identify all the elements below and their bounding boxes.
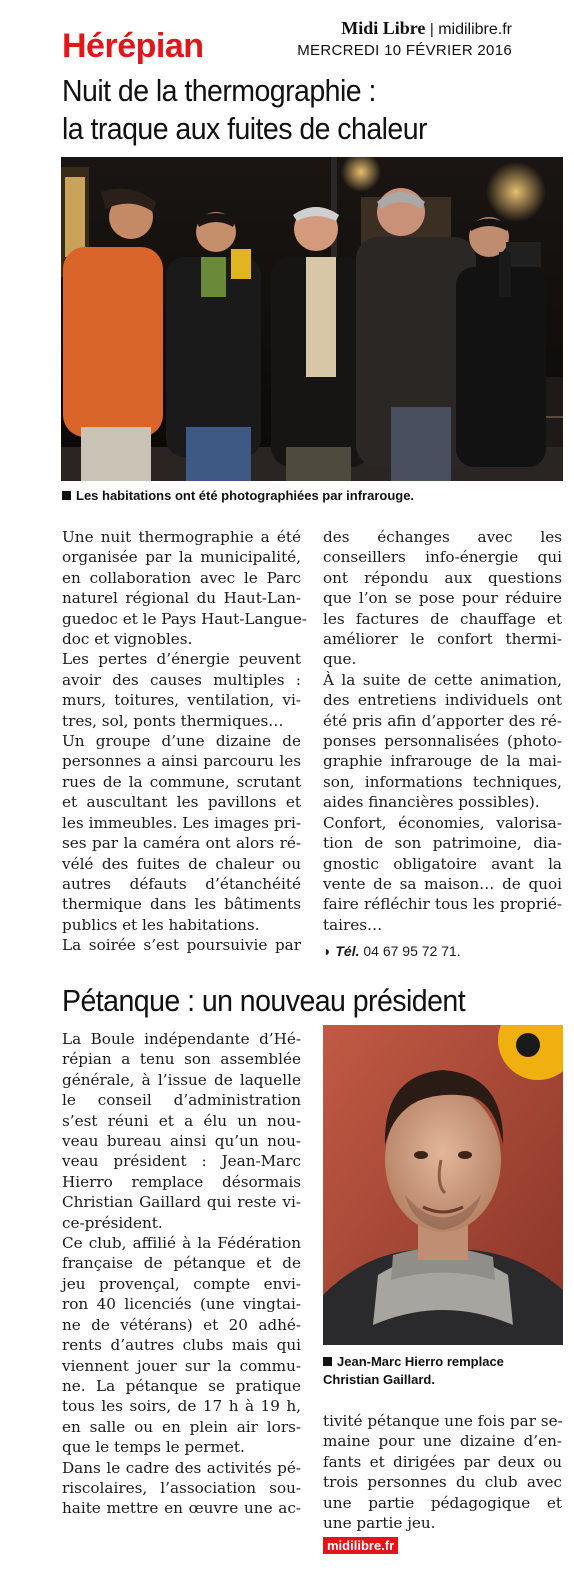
- article2-column-2: [323, 1411, 562, 1533]
- text-line: et auscultant les pavillons et: [62, 793, 301, 812]
- portrait-illustration: [323, 1025, 563, 1345]
- text-line: les immeubles. Les images pri-: [62, 813, 301, 832]
- text-line: s’est réuni et a élu un nou-: [62, 1111, 301, 1130]
- text-line: générale, à l’issue de laquelle: [62, 1070, 301, 1089]
- text-line: riscolaires, l’association sou-: [62, 1478, 301, 1497]
- text-line: fants et dirigées par deux ou: [323, 1452, 562, 1471]
- text-line: trois personnes du club avec: [323, 1473, 562, 1492]
- source-tag: midilibre.fr: [323, 1537, 398, 1554]
- text-line: Christian Gaillard qui reste vi-: [62, 1193, 301, 1212]
- text-line: une partie jeu.: [323, 1514, 436, 1533]
- article1-column-1: [62, 527, 307, 956]
- text-line: des échanges avec les: [323, 528, 562, 546]
- article2-photo-caption: Jean-Marc Hierro remplace Christian Gaillard.: [323, 1354, 504, 1387]
- publication-date: MERCREDI 10 FÉVRIER 2016: [297, 42, 512, 59]
- text-line: française de pétanque et de: [62, 1254, 301, 1273]
- text-line: jeu provençal, compte envi-: [62, 1274, 301, 1293]
- article1-column-2: [323, 527, 562, 962]
- caption-square-icon: [323, 1357, 332, 1366]
- text-line: ce-président.: [62, 1213, 163, 1232]
- article1-photo-caption: Les habitations ont été photographiées par infrarouge.: [62, 488, 414, 503]
- article2-title: Pétanque : un nouveau président: [62, 983, 466, 1018]
- jean-marc-hierro-portrait: [323, 1025, 563, 1345]
- text-line: ont répondu aux questions: [323, 568, 562, 587]
- article1-title: [62, 72, 427, 148]
- text-line: viennent jouer sur la commu-: [62, 1356, 301, 1375]
- text-line: tres, sol, ponts thermiques…: [62, 711, 284, 730]
- text-line: que le temps le permet.: [62, 1438, 245, 1457]
- text-line: Un groupe d’une dizaine de: [62, 732, 301, 751]
- text-line: aides financières possibles).: [323, 793, 540, 812]
- text-line: taires…: [323, 915, 383, 934]
- text-line: gnostic obligatoire avant la: [323, 854, 562, 873]
- text-line: maine pour une dizaine d’en-: [323, 1432, 562, 1451]
- text-line: le conseil d’administration: [62, 1091, 301, 1110]
- arrow-icon: ◗: [323, 943, 332, 960]
- text-line: La Boule indépendante d’Hé-: [62, 1030, 301, 1048]
- article1-title-line1: Nuit de la thermographie :: [62, 73, 376, 108]
- text-line: veau président : Jean-Marc: [62, 1152, 301, 1171]
- text-line: rents d’autres clubs mais qui: [62, 1336, 301, 1355]
- text-line: une partie pédagogique et: [323, 1493, 562, 1512]
- thermography-photo-illustration: [61, 157, 563, 481]
- newspaper-brand: Midi Libre: [341, 18, 426, 38]
- text-line: des entretiens individuels ont: [323, 691, 562, 710]
- text-line: tous les soirs, de 17 h à 19 h,: [62, 1397, 301, 1416]
- text-line: organisée par la municipalité,: [62, 548, 301, 567]
- text-line: thermique dans les bâtiments: [62, 895, 301, 914]
- thermography-group-photo: [61, 157, 563, 481]
- text-line: répian a tenu son assemblée: [62, 1050, 301, 1069]
- newspaper-site: midilibre.fr: [438, 21, 512, 38]
- masthead: [297, 18, 512, 59]
- text-line: publics et les habitations.: [62, 915, 260, 934]
- text-line: graphie infrarouge de la mai-: [323, 752, 562, 771]
- text-line: que l’on se pose pour réduire: [323, 589, 562, 608]
- text-line: ponses personnalisées (photo-: [323, 732, 562, 751]
- text-line: rues de la commune, scrutant: [62, 772, 301, 791]
- text-line: été pris afin d’apporter des ré-: [323, 711, 562, 730]
- text-line: Une nuit thermographie a été: [62, 528, 301, 546]
- text-line: Hierro remplace désormais: [62, 1172, 301, 1191]
- text-line: doc et vignobles.: [62, 630, 193, 649]
- text-line: ne. La pétanque se pratique: [62, 1376, 301, 1395]
- article2-column-1: [62, 1029, 301, 1519]
- text-line: haite mettre en œuvre une ac-: [62, 1499, 301, 1518]
- text-line: ses par la caméra ont alors ré-: [62, 834, 301, 853]
- contact-info: [323, 941, 562, 961]
- text-line: ron 40 licenciés (une vingtai-: [62, 1295, 301, 1314]
- town-name: Hérépian: [62, 27, 204, 65]
- text-line: son, informations techniques,: [323, 772, 562, 791]
- caption-square-icon: [62, 491, 71, 500]
- text-line: personnes a ainsi parcouru les: [62, 752, 301, 771]
- text-line: conseillers info-énergie qui: [323, 548, 562, 567]
- text-line: naturel régional du Haut-Lan-: [62, 589, 301, 608]
- text-line: avoir des causes multiples :: [62, 670, 301, 689]
- masthead-separator: |: [429, 21, 434, 38]
- text-line: faire réfléchir tous les proprié-: [323, 895, 562, 914]
- text-line: veau bureau ainsi qu’un nou-: [62, 1132, 301, 1151]
- contact-number: 04 67 95 72 71.: [363, 943, 461, 960]
- text-line: Confort, économies, valorisa-: [323, 813, 562, 832]
- text-line: vente de sa maison… de quoi: [323, 874, 562, 893]
- text-line: La soirée s’est poursuivie par: [62, 936, 301, 955]
- text-line: autres défauts d’étanchéité: [62, 874, 301, 893]
- text-line: Dans le cadre des activités pé-: [62, 1458, 301, 1477]
- text-line: les factures de chauffage et: [323, 609, 562, 628]
- article1-title-line2: la traque aux fuites de chaleur: [62, 111, 427, 146]
- text-line: que.: [323, 650, 357, 669]
- text-line: tion de son patrimoine, dia-: [323, 834, 562, 853]
- page-header: [0, 0, 574, 75]
- text-line: en collaboration avec le Parc: [62, 568, 301, 587]
- text-line: en salle ou en plein air lors-: [62, 1417, 301, 1436]
- text-line: murs, toitures, ventilation, vi-: [62, 691, 301, 710]
- contact-label: Tél.: [335, 943, 360, 960]
- text-line: ne de vétérans) et 20 adhé-: [62, 1315, 301, 1334]
- text-line: tivité pétanque une fois par se-: [323, 1412, 563, 1430]
- text-line: Ce club, affilié à la Fédération: [62, 1234, 301, 1253]
- text-line: Les pertes d’énergie peuvent: [62, 650, 301, 669]
- text-line: vélé des fuites de chaleur ou: [62, 854, 301, 873]
- text-line: guedoc et le Pays Haut-Langue-: [62, 609, 307, 628]
- text-line: À la suite de cette animation,: [323, 670, 562, 689]
- text-line: améliorer le confort thermi-: [323, 630, 562, 649]
